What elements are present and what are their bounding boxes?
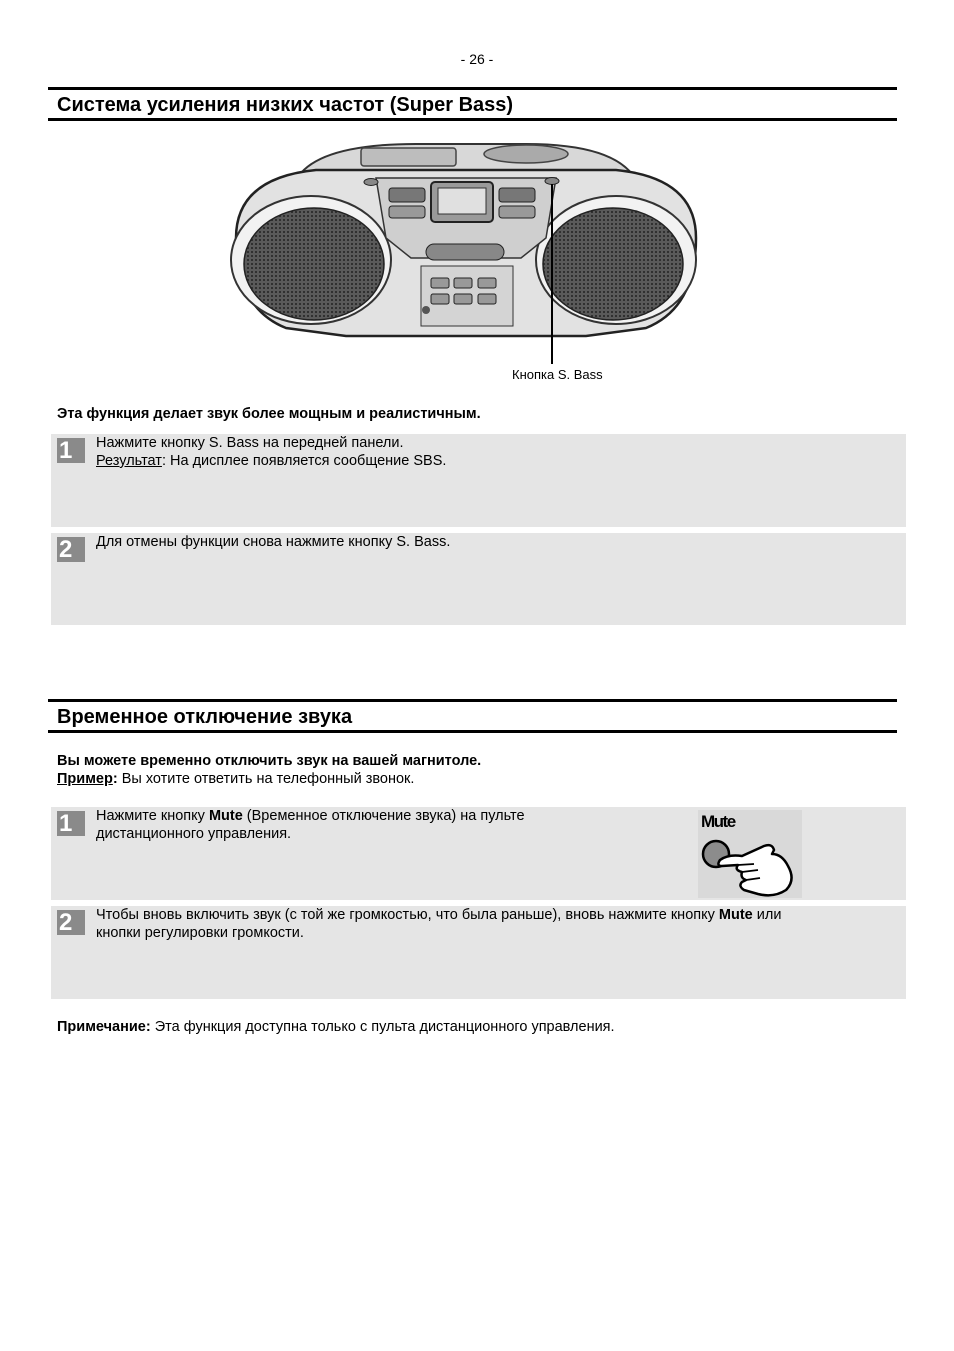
step-text xyxy=(96,533,450,551)
step-instruction: Нажмите кнопку S. Bass на передней панели. xyxy=(96,435,404,451)
page-number: - 26 - xyxy=(460,51,494,67)
step-instruction: Нажмите кнопку Mute (Временное отключение звука) на пульте xyxy=(96,808,525,824)
section-header-super-bass xyxy=(48,87,897,121)
example-colon: : xyxy=(112,771,118,787)
hand-pressing-icon xyxy=(698,810,802,898)
step-number-badge: 1 xyxy=(57,438,85,463)
mute-keyword: Mute xyxy=(208,808,243,824)
section-header-mute xyxy=(48,699,897,733)
step-2 xyxy=(51,906,906,999)
step-instruction: Чтобы вновь включить звук (с той же громкостью, что была раньше), вновь нажмите кнопку Mute или xyxy=(96,907,782,923)
boombox-illustration xyxy=(226,138,702,388)
mute-keyword: Mute xyxy=(718,907,753,923)
step-1 xyxy=(51,807,906,900)
step-text xyxy=(96,434,446,470)
section2-example xyxy=(57,770,414,788)
section2-intro: Вы можете временно отключить звук на вашей магнитоле. xyxy=(57,753,482,769)
step-instruction-line2: дистанционного управления. xyxy=(96,826,292,842)
mute-label: Mute xyxy=(701,812,735,831)
step-1 xyxy=(51,434,906,527)
step-instruction-line2: кнопки регулировки громкости. xyxy=(96,925,304,941)
result-text: : На дисплее появляется сообщение SBS. xyxy=(161,453,447,469)
s-bass-callout-label: Кнопка S. Bass xyxy=(512,367,603,382)
step-number-badge: 2 xyxy=(57,537,85,562)
mute-button-illustration xyxy=(698,810,802,898)
step-result xyxy=(96,452,446,470)
step-number-badge: 1 xyxy=(57,811,85,836)
step-number-badge: 2 xyxy=(57,910,85,935)
section-title: Временное отключение звука xyxy=(57,706,353,728)
section-title: Система усиления низких частот (Super Bass) xyxy=(57,94,514,116)
step-text xyxy=(96,807,525,843)
note-label: Примечание: xyxy=(57,1019,151,1035)
step-2 xyxy=(51,533,906,625)
example-text: Вы хотите ответить на телефонный звонок. xyxy=(117,771,415,787)
result-label: Результат xyxy=(96,453,162,469)
step-text xyxy=(96,906,781,942)
note-text: Эта функция доступна только с пульта дистанционного управления. xyxy=(150,1019,615,1035)
section1-intro: Эта функция делает звук более мощным и реалистичным. xyxy=(57,406,481,422)
note xyxy=(57,1018,615,1036)
step-instruction: Для отмены функции снова нажмите кнопку S. Bass. xyxy=(96,534,451,550)
example-label: Пример xyxy=(57,771,113,787)
